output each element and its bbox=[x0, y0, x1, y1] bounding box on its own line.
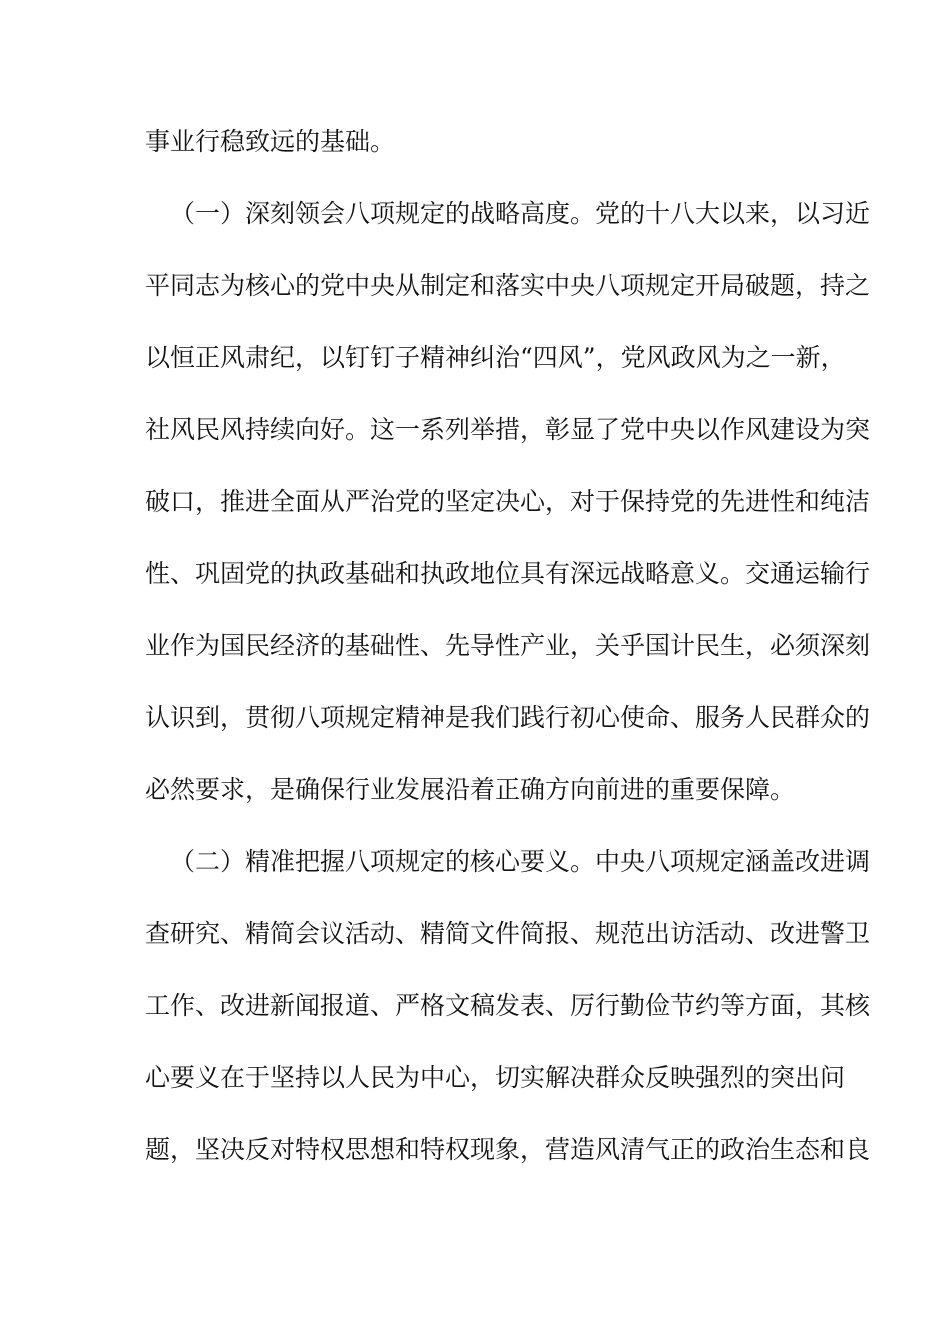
text-line: 必然要求，是确保行业发展沿着正确方向前进的重要保障。 bbox=[145, 775, 796, 804]
text-line: 性、巩固党的执政基础和执政地位具有深远战略意义。交通运输行 bbox=[145, 559, 871, 588]
text-line: 破口，推进全面从严治党的坚定决心，对于保持党的先进性和纯洁 bbox=[145, 487, 871, 516]
text-line: 事业行稳致远的基础。 bbox=[145, 127, 396, 156]
text-line: 认识到，贯彻八项规定精神是我们践行初心使命、服务人民群众的 bbox=[145, 703, 871, 732]
text-line: 以恒正风肃纪，以钉钉子精神纠治“四风”，党风政风为之一新， bbox=[145, 343, 846, 372]
text-line: 题，坚决反对特权思想和特权现象，营造风清气正的政治生态和良 bbox=[145, 1135, 871, 1164]
text-line: 查研究、精简会议活动、精简文件简报、规范出访活动、改进警卫 bbox=[145, 919, 871, 948]
section-heading-line: （二）精准把握八项规定的核心要义。中央八项规定涵盖改进调 bbox=[170, 847, 871, 876]
text-line: 平同志为核心的党中央从制定和落实中央八项规定开局破题，持之 bbox=[145, 271, 871, 300]
text-line: 工作、改进新闻报道、严格文稿发表、厉行勤俭节约等方面，其核 bbox=[145, 991, 871, 1020]
text-line: 社风民风持续向好。这一系列举措，彰显了党中央以作风建设为突 bbox=[145, 415, 871, 444]
text-line: 心要义在于坚持以人民为中心，切实解决群众反映强烈的突出问 bbox=[145, 1063, 846, 1092]
text-line: 业作为国民经济的基础性、先导性产业，关乎国计民生，必须深刻 bbox=[145, 631, 871, 660]
section-heading-line: （一）深刻领会八项规定的战略高度。党的十八大以来，以习近 bbox=[170, 199, 871, 228]
